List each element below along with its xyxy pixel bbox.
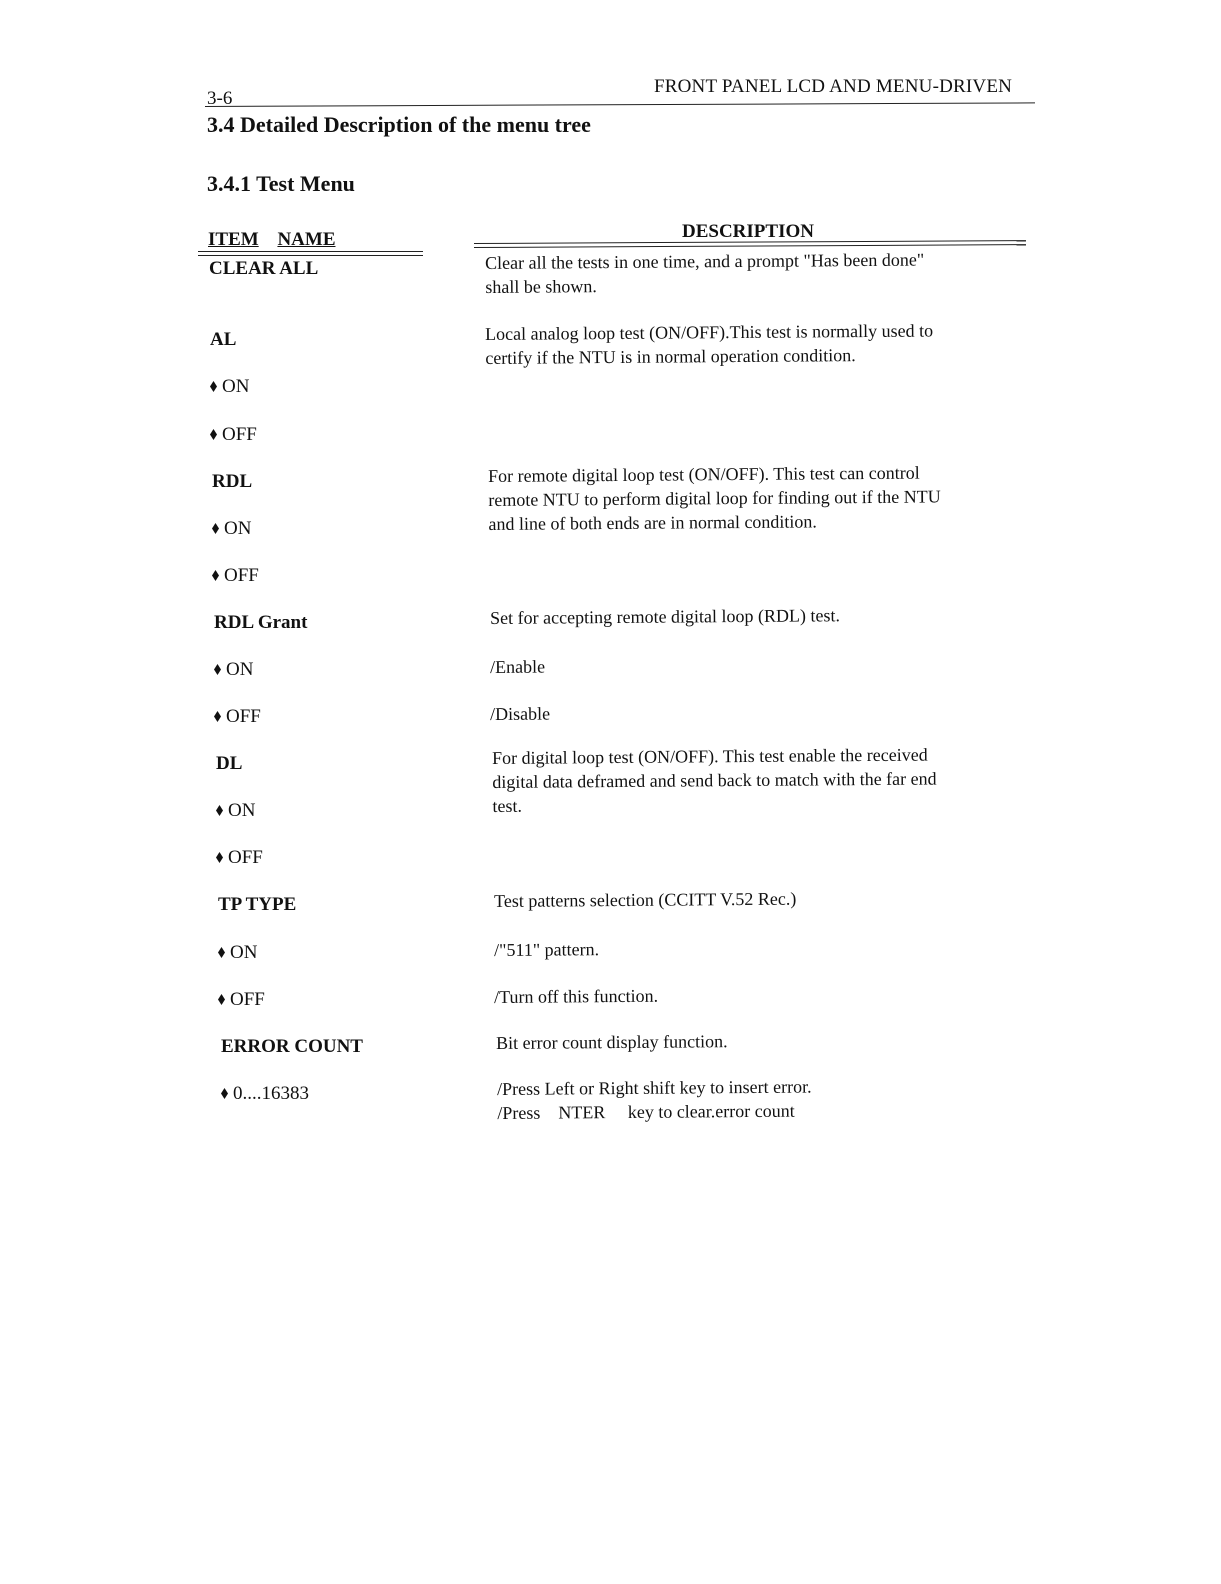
description-rdl-grant-off	[490, 698, 1035, 726]
description-line: test.	[492, 795, 523, 816]
description-rdl-grant	[490, 602, 1035, 630]
diamond-bullet-icon	[216, 852, 223, 863]
description-line: /"511" pattern.	[494, 939, 600, 960]
description-line: remote NTU to perform digital loop for finding out if the NTU	[488, 486, 941, 510]
section-title: 3.4 Detailed Description of the menu tree	[207, 112, 591, 137]
item-error-count: ERROR COUNT	[221, 1036, 363, 1057]
description-line: /Turn off this function.	[494, 985, 659, 1007]
item-al: AL	[210, 329, 237, 350]
diamond-bullet-icon	[218, 994, 225, 1005]
running-header: FRONT PANEL LCD AND MENU-DRIVEN	[654, 76, 1013, 97]
description-line: /Disable	[490, 703, 551, 724]
description-line: /Press NTER key to clear.error count	[497, 1100, 795, 1123]
column-header-item-name	[208, 229, 336, 251]
description-line: Bit error count display function.	[496, 1031, 728, 1053]
table-rule	[198, 255, 423, 256]
item-rdl-grant-on: ON	[214, 659, 253, 681]
description-line: certify if the NTU is in normal operation condition.	[485, 345, 856, 368]
description-al	[485, 318, 1030, 370]
description-line: For digital loop test (ON/OFF). This test enable the received	[492, 744, 928, 768]
description-line: For remote digital loop test (ON/OFF). This test can control	[488, 462, 920, 486]
description-tp-type-on	[494, 934, 1039, 962]
item-tp-type-on: ON	[218, 942, 257, 964]
item-al-off: OFF	[210, 424, 257, 446]
item-al-on: ON	[210, 376, 249, 398]
item-rdl-off: OFF	[212, 565, 259, 587]
page-number: 3-6	[207, 88, 233, 109]
item-rdl: RDL	[212, 471, 253, 492]
diamond-bullet-icon	[221, 1088, 228, 1099]
description-line: /Enable	[490, 656, 546, 677]
item-rdl-grant: RDL Grant	[214, 612, 308, 633]
description-tp-type-off	[494, 981, 1039, 1009]
description-line: Set for accepting remote digital loop (RDL) test.	[490, 605, 841, 628]
description-line: digital data deframed and send back to match with the far end	[492, 768, 937, 792]
description-line: /Press Left or Right shift key to insert error.	[497, 1076, 812, 1099]
description-rdl-grant-on	[490, 651, 1035, 679]
description-error-count-range	[497, 1073, 1042, 1125]
diamond-bullet-icon	[212, 523, 219, 534]
description-error-count	[496, 1027, 1041, 1055]
description-dl	[492, 742, 1038, 818]
item-tp-type-off: OFF	[218, 989, 265, 1011]
column-header-description: DESCRIPTION	[682, 221, 814, 242]
diamond-bullet-icon	[210, 381, 217, 392]
item-rdl-grant-off: OFF	[214, 706, 261, 728]
diamond-bullet-icon	[212, 570, 219, 581]
item-dl-on: ON	[216, 800, 255, 822]
diamond-bullet-icon	[214, 664, 221, 675]
description-line: Local analog loop test (ON/OFF).This test is normally used to	[485, 320, 934, 344]
column-header-item: ITEM	[208, 229, 259, 250]
item-rdl-on: ON	[212, 518, 251, 540]
item-dl: DL	[216, 753, 243, 774]
diamond-bullet-icon	[210, 429, 217, 440]
diamond-bullet-icon	[216, 805, 223, 816]
column-header-name: NAME	[277, 229, 336, 250]
item-dl-off: OFF	[216, 847, 263, 869]
description-line: Test patterns selection (CCITT V.52 Rec.)	[494, 888, 797, 911]
diamond-bullet-icon	[214, 711, 221, 722]
header-rule	[205, 102, 1035, 107]
description-rdl	[488, 460, 1034, 536]
subsection-title: 3.4.1 Test Menu	[207, 171, 355, 196]
description-tp-type	[494, 885, 1039, 913]
diamond-bullet-icon	[218, 947, 225, 958]
item-error-count-range: 0....16383	[221, 1083, 309, 1105]
description-line: shall be shown.	[485, 276, 597, 297]
item-clear-all: CLEAR ALL	[209, 258, 319, 279]
description-line: Clear all the tests in one time, and a prompt "Has been done"	[485, 249, 925, 273]
description-clear-all	[485, 247, 1030, 299]
table-rule	[198, 251, 423, 252]
item-tp-type: TP TYPE	[218, 894, 297, 915]
description-line: and line of both ends are in normal condition.	[488, 511, 817, 534]
table-rule	[474, 240, 1026, 244]
